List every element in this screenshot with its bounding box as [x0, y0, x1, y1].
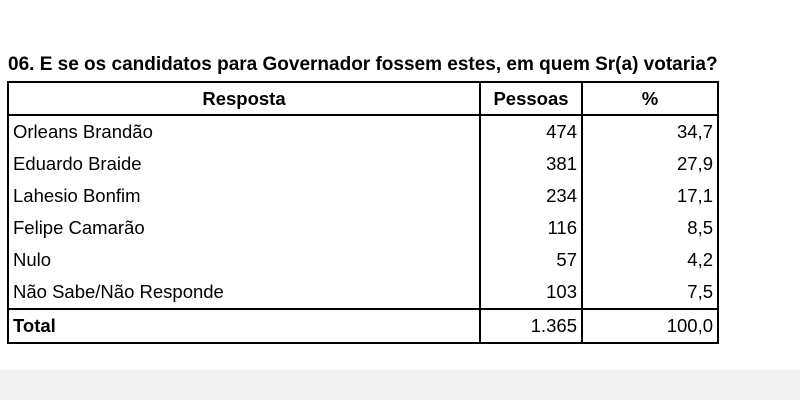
cell-pessoas: 234 — [480, 180, 582, 212]
cell-pessoas: 116 — [480, 212, 582, 244]
cell-pessoas: 381 — [480, 148, 582, 180]
total-percent: 100,0 — [582, 309, 718, 343]
total-pessoas: 1.365 — [480, 309, 582, 343]
cell-resposta: Lahesio Bonfim — [8, 180, 480, 212]
cell-percent: 17,1 — [582, 180, 718, 212]
table-row — [8, 212, 718, 244]
cell-resposta: Nulo — [8, 244, 480, 276]
table-row — [8, 180, 718, 212]
cell-resposta: Orleans Brandão — [8, 115, 480, 148]
table-row — [8, 148, 718, 180]
table-row — [8, 115, 718, 148]
question-title: 06. E se os candidatos para Governador fossem estes, em quem Sr(a) votaria? — [8, 54, 718, 75]
cell-percent: 4,2 — [582, 244, 718, 276]
cell-percent: 8,5 — [582, 212, 718, 244]
column-header-resposta: Resposta — [8, 82, 480, 115]
table-header-row — [8, 82, 718, 115]
total-row — [8, 309, 718, 343]
table-row — [8, 276, 718, 309]
cell-resposta: Não Sabe/Não Responde — [8, 276, 480, 309]
column-header-percent: % — [582, 82, 718, 115]
cell-percent: 27,9 — [582, 148, 718, 180]
cell-percent: 34,7 — [582, 115, 718, 148]
cell-percent: 7,5 — [582, 276, 718, 309]
cell-pessoas: 474 — [480, 115, 582, 148]
cell-pessoas: 103 — [480, 276, 582, 309]
bottom-bar — [0, 370, 800, 400]
cell-resposta: Eduardo Braide — [8, 148, 480, 180]
table-row — [8, 244, 718, 276]
results-table — [7, 81, 719, 344]
cell-resposta: Felipe Camarão — [8, 212, 480, 244]
column-header-pessoas: Pessoas — [480, 82, 582, 115]
total-label: Total — [8, 309, 480, 343]
cell-pessoas: 57 — [480, 244, 582, 276]
